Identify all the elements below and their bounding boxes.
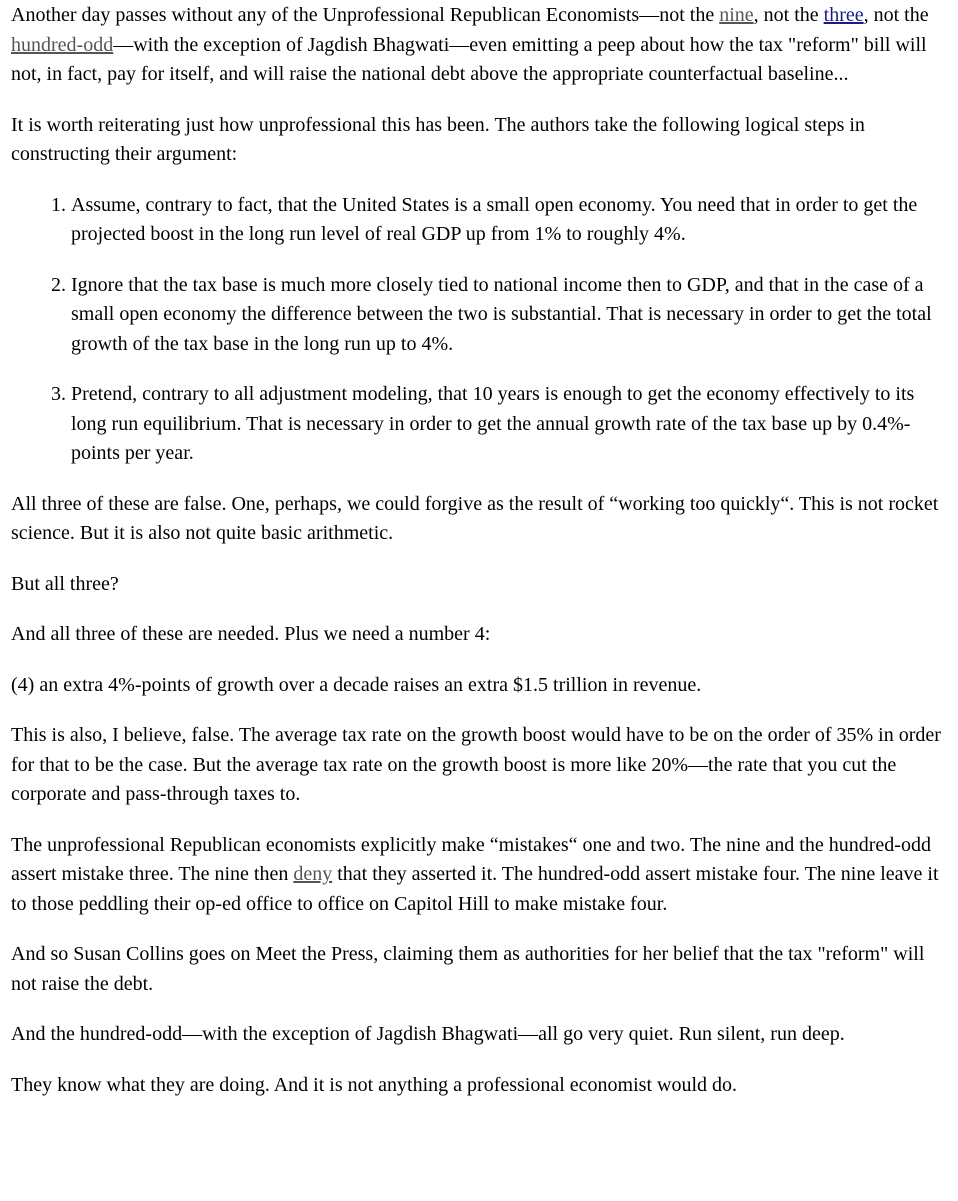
- text-span: , not the: [863, 4, 929, 26]
- link-deny[interactable]: deny: [293, 863, 333, 885]
- paragraph-conclusion: They know what they are doing. And it is not anything a professional economist would do.: [11, 1073, 737, 1096]
- list-item-step-2: 2. Ignore that the tax base is much more closely tied to national income then to GDP, and that in the case of a small open economy the difference between the two is substantial. That is necessary in order to get the total growth of the tax base in the long run up to 4%.: [71, 271, 952, 360]
- list-item-step-1: 1. Assume, contrary to fact, that the United States is a small open economy. You need that in order to get the projected boost in the long run level of real GDP up from 1% to roughly 4%.: [71, 191, 952, 250]
- text-span: , not the: [753, 4, 824, 26]
- text-span: The unprofessional Republican economists explicitly make “mistakes“ one and two. The nine and the hundred-odd assert mistake three. The nine then: [11, 833, 931, 885]
- paragraph-also-false: This is also, I believe, false. The average tax rate on the growth boost would have to be on the order of 35% in order for that to be the case. But the average tax rate on the growth boost is more like 20%—the rate that you cut the corporate and pass-through taxes to.: [11, 724, 941, 805]
- paragraph-all-needed: And all three of these are needed. Plus we need a number 4:: [11, 623, 491, 645]
- list-item-step-3: 3. Pretend, contrary to all adjustment modeling, that 10 years is enough to get the economy effectively to its long run equilibrium. That is necessary in order to get the annual growth rate of the tax base up by 0.4%-points per year.: [71, 380, 952, 469]
- article-body: [0, 1, 958, 1100]
- text-span: Another day passes without any of the Unprofessional Republican Economists—not the: [11, 4, 720, 26]
- paragraph-intro: [11, 1, 952, 90]
- text-span: —with the exception of Jagdish Bhagwati—even emitting a peep about how the tax "reform" bill will not, in fact, pay for itself, and will raise the national debt above the appropriate counterfactual baseline...: [11, 33, 927, 85]
- paragraph-number-four: (4) an extra 4%-points of growth over a decade raises an extra $1.5 trillion in revenue.: [11, 673, 702, 696]
- paragraph-reiterating: It is worth reiterating just how unprofessional this has been. The authors take the following logical steps in constructing their argument:: [11, 113, 865, 165]
- paragraph-mistakes: [11, 831, 952, 920]
- text-span: that they asserted it. The hundred-odd assert mistake four. The nine leave it to those peddling their op-ed office to office on Capitol Hill to make mistake four.: [11, 863, 939, 915]
- paragraph-go-quiet: And the hundred-odd—with the exception of Jagdish Bhagwati—all go very quiet. Run silent, run deep.: [11, 1023, 845, 1045]
- paragraph-all-false: All three of these are false. One, perhaps, we could forgive as the result of “working too quickly“. This is not rocket science. But it is also not quite basic arithmetic.: [11, 492, 939, 544]
- argument-steps-list: [11, 191, 952, 469]
- link-hundred-odd[interactable]: hundred-odd: [11, 33, 114, 56]
- link-three[interactable]: three: [823, 4, 864, 26]
- paragraph-but-all-three: But all three?: [11, 572, 119, 595]
- link-nine[interactable]: nine: [719, 4, 754, 26]
- paragraph-susan-collins: And so Susan Collins goes on Meet the Press, claiming them as authorities for her belief that the tax "reform" will not raise the debt.: [11, 943, 925, 995]
